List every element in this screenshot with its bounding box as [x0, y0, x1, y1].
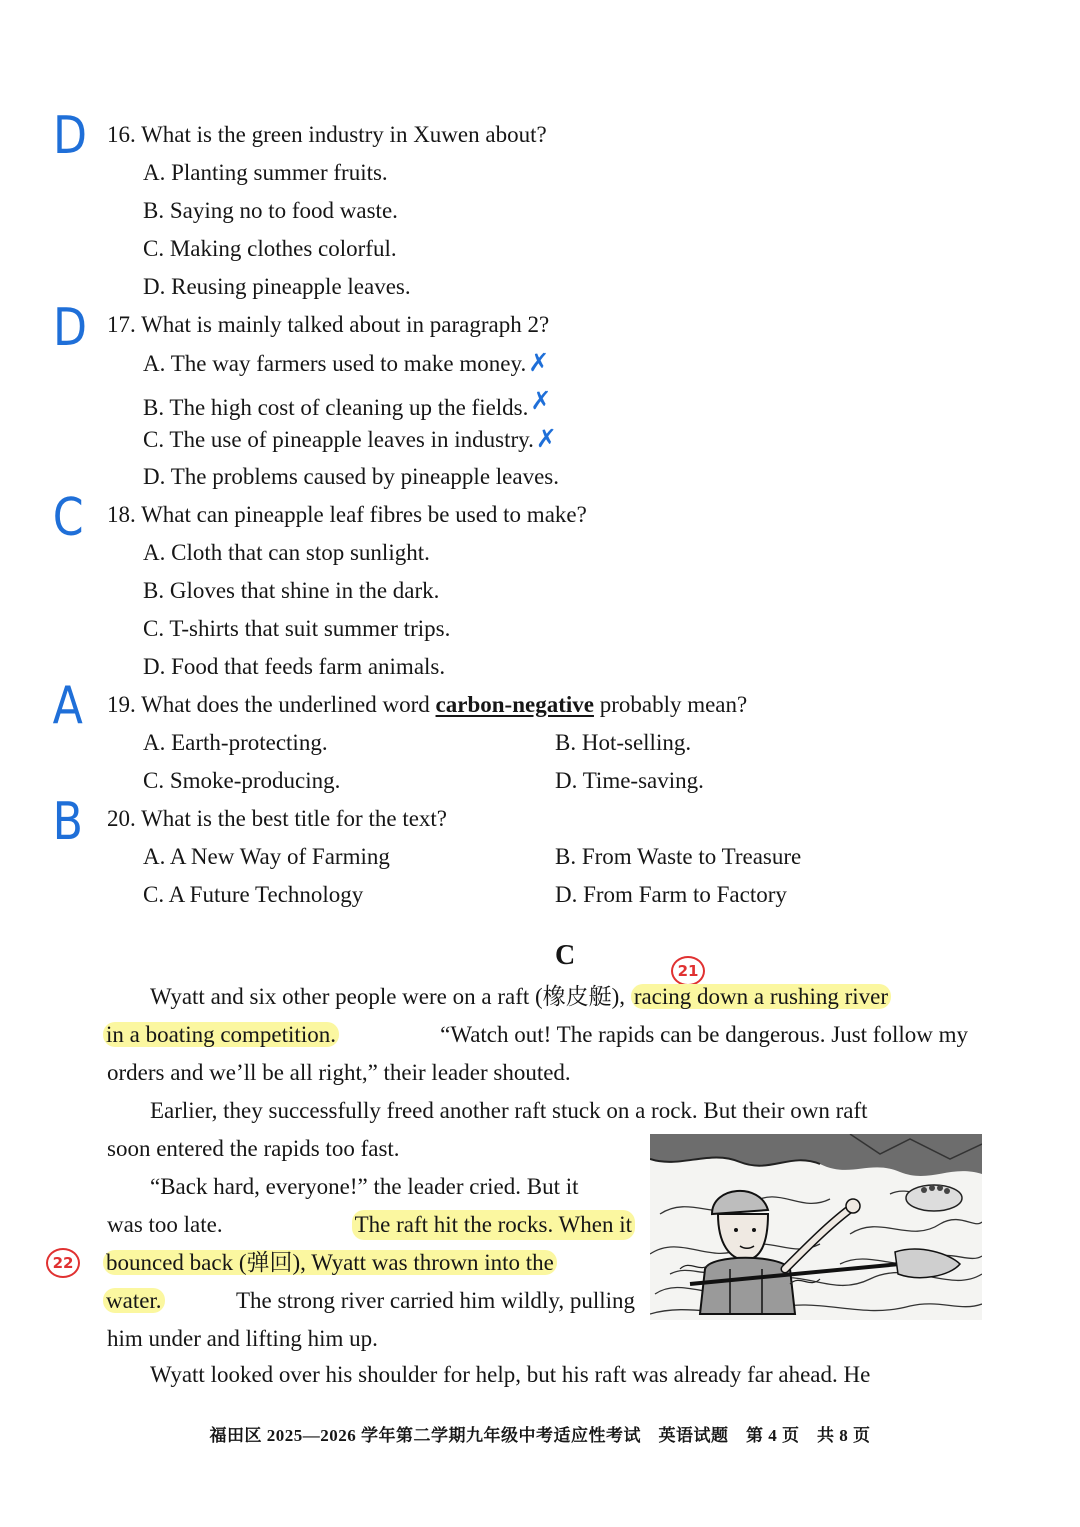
passage-p3-line5: him under and lifting him up. [107, 1326, 378, 1351]
cross-mark-icon: ✗ [535, 424, 557, 453]
question-18-option-a: A. Cloth that can stop sunlight. [143, 540, 430, 565]
highlighted-text: bounced back (弹回), Wyatt was thrown into the [103, 1250, 557, 1275]
question-17-stem: 17. What is mainly talked about in paragraph 2? [107, 312, 550, 337]
question-17-option-b [143, 386, 551, 423]
question-17-option-d: D. The problems caused by pineapple leaves. [143, 464, 559, 489]
question-18-option-d: D. Food that feeds farm animals. [143, 654, 446, 679]
question-18-option-c: C. T-shirts that suit summer trips. [143, 616, 451, 641]
handwritten-answer-16: D [53, 106, 88, 166]
question-17-option-a [143, 348, 549, 379]
question-20-option-a: A. A New Way of Farming [143, 844, 390, 869]
question-18-option-b: B. Gloves that shine in the dark. [143, 578, 440, 603]
highlighted-text: in a boating competition. [103, 1022, 339, 1047]
question-16-option-d: D. Reusing pineapple leaves. [143, 274, 411, 299]
question-20-option-c: C. A Future Technology [143, 882, 364, 907]
question-19-option-a: A. Earth-protecting. [143, 730, 328, 755]
question-19-stem-start: 19. What does the underlined word [107, 692, 436, 717]
passage-p3-line3 [103, 1248, 557, 1278]
question-17-option-c-text: C. The use of pineapple leaves in industry. [143, 427, 534, 452]
passage-p3-line2 [107, 1210, 635, 1240]
question-19-stem [107, 690, 747, 720]
highlighted-text: racing down a rushing river [631, 984, 891, 1009]
question-19-option-c: C. Smoke-producing. [143, 768, 341, 793]
passage-text: The strong river carried him wildly, pulling [236, 1288, 635, 1313]
passage-text: was too late. [107, 1212, 223, 1237]
question-16-option-c: C. Making clothes colorful. [143, 236, 397, 261]
passage-p2-line2: soon entered the rapids too fast. [107, 1136, 400, 1161]
underlined-word: carbon-negative [435, 692, 594, 717]
question-17-option-b-text: B. The high cost of cleaning up the fields. [143, 395, 529, 420]
annotation-mark-22: 22 [46, 1248, 80, 1278]
passage-p1-line2 [103, 1020, 968, 1050]
handwritten-answer-19: A [52, 676, 83, 736]
passage-p2-line1: Earlier, they successfully freed another raft stuck on a rock. But their own raft [150, 1098, 868, 1123]
passage-p4-line1: Wyatt looked over his shoulder for help, but his raft was already far ahead. He [150, 1362, 871, 1387]
question-20-option-d: D. From Farm to Factory [555, 882, 787, 907]
question-20-stem: 20. What is the best title for the text? [107, 806, 448, 831]
passage-p3-line4 [103, 1286, 635, 1316]
highlighted-text: The raft hit the rocks. When it [352, 1210, 635, 1240]
question-19-stem-end: probably mean? [593, 692, 748, 717]
question-17-option-a-text: A. The way farmers used to make money. [143, 351, 527, 376]
highlighted-text: water. [103, 1288, 165, 1313]
page-footer: 福田区 2025—2026 学年第二学期九年级中考适应性考试 英语试题 第 4 页 共 8 页 [209, 1426, 871, 1445]
question-20-option-b: B. From Waste to Treasure [555, 844, 802, 869]
cross-mark-icon: ✗ [530, 386, 552, 415]
handwritten-answer-17: D [53, 298, 88, 358]
question-16-option-b: B. Saying no to food waste. [143, 198, 398, 223]
annotation-mark-21: 21 [671, 956, 705, 986]
rafting-illustration [650, 1134, 982, 1320]
question-19-option-d: D. Time-saving. [555, 768, 704, 793]
question-19-option-b: B. Hot-selling. [555, 730, 692, 755]
handwritten-answer-20: B [52, 792, 84, 852]
passage-text: Wyatt and six other people were on a raft (橡皮艇), [150, 984, 626, 1009]
section-title: C [555, 940, 576, 971]
question-18-stem: 18. What can pineapple leaf fibres be used to make? [107, 502, 587, 527]
handwritten-answer-18: C [52, 488, 84, 548]
cross-mark-icon: ✗ [528, 348, 550, 377]
passage-p3-line1: “Back hard, everyone!” the leader cried. But it [150, 1174, 579, 1199]
question-17-option-c [143, 424, 557, 455]
passage-text: “Watch out! The rapids can be dangerous. Just follow my [440, 1022, 968, 1047]
passage-p1-line3: orders and we’ll be all right,” their leader shouted. [107, 1060, 571, 1085]
question-16-stem: 16. What is the green industry in Xuwen about? [107, 122, 547, 147]
question-16-option-a: A. Planting summer fruits. [143, 160, 388, 185]
passage-p1-line1 [150, 982, 891, 1012]
